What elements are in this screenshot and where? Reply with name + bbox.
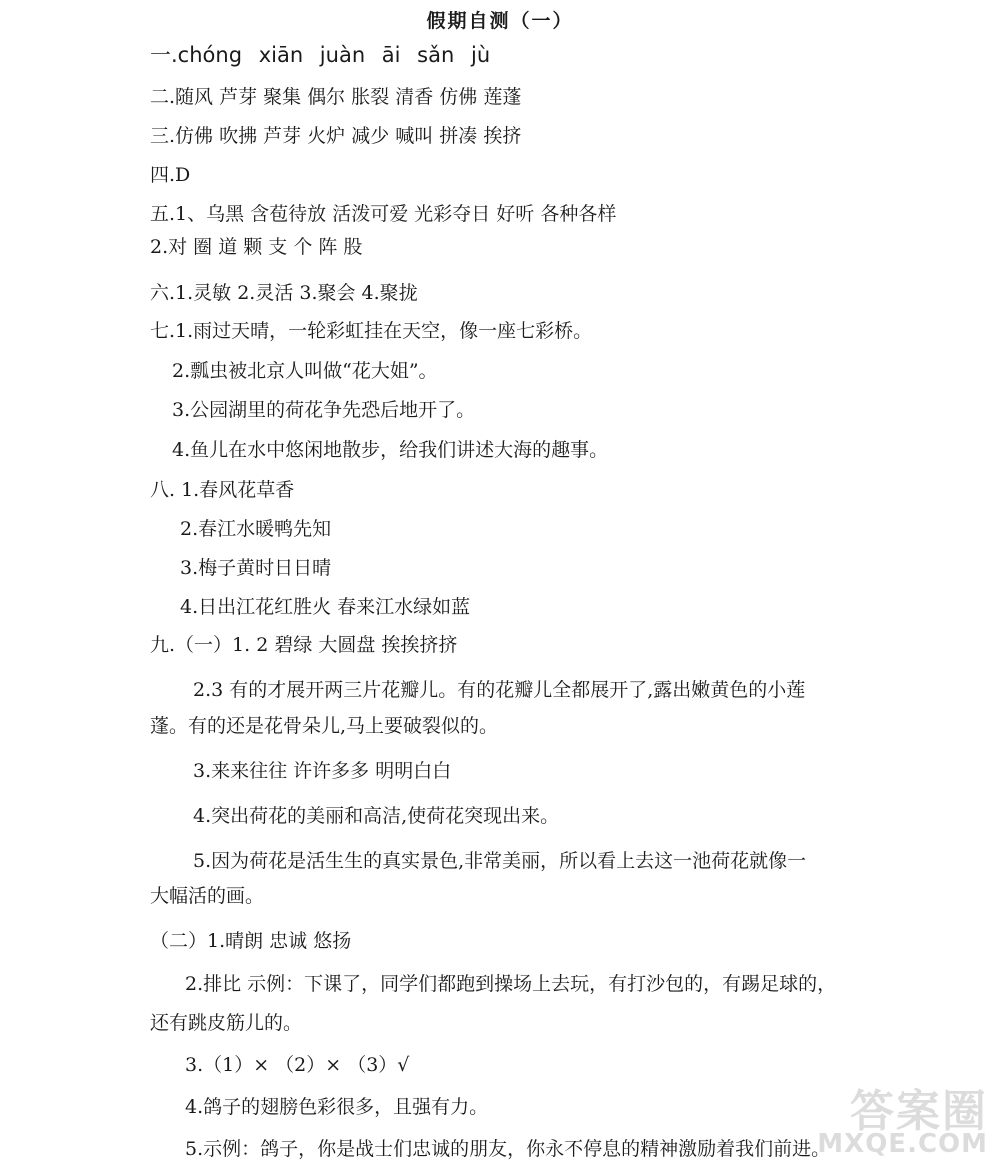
- answer-line-9b-2-cont: 还有跳皮筋儿的。: [150, 1012, 303, 1034]
- answer-line-3: 三.仿佛 吹拂 芦芽 火炉 减少 喊叫 拼凑 挨挤: [150, 125, 522, 147]
- answer-line-9b-3: 3.（1）× （2）× （3）√: [185, 1054, 410, 1076]
- answer-line-4: 四.D: [150, 164, 191, 186]
- answer-line-9-1: 九.（一）1. 2 碧绿 大圆盘 挨挨挤挤: [150, 634, 458, 656]
- answer-line-8-4: 4.日出江花红胜火 春来江水绿如蓝: [180, 596, 471, 618]
- answer-line-7-2: 2.瓢虫被北京人叫做“花大姐”。: [172, 360, 438, 382]
- answer-line-7-4: 4.鱼儿在水中悠闲地散步，给我们讲述大海的趣事。: [172, 439, 609, 461]
- answer-line-2: 二.随风 芦芽 聚集 偶尔 胀裂 清香 仿佛 莲蓬: [150, 86, 522, 108]
- answer-line-9b-5: 5.示例：鸽子，你是战士们忠诚的朋友，你永不停息的精神激励着我们前进。: [185, 1138, 831, 1160]
- answer-line-8-1: 八. 1.春风花草香: [150, 479, 295, 501]
- answer-line-9-2: 2.3 有的才展开两三片花瓣儿。有的花瓣儿全都展开了,露出嫩黄色的小莲: [193, 679, 806, 701]
- answer-line-9b-1: （二）1.晴朗 忠诚 悠扬: [150, 930, 352, 952]
- answer-line-8-2: 2.春江水暖鸭先知: [180, 518, 332, 540]
- answer-line-7-3: 3.公园湖里的荷花争先恐后地开了。: [172, 399, 476, 421]
- site-watermark-logo: [802, 1075, 992, 1165]
- page-title: 假期自测（一）: [426, 10, 574, 32]
- answer-line-9-2-cont: 蓬。有的还是花骨朵儿,马上要破裂似的。: [150, 715, 499, 737]
- answer-line-9-3: 3.来来往往 许许多多 明明白白: [193, 760, 452, 782]
- answer-line-9-5: 5.因为荷花是活生生的真实景色,非常美丽，所以看上去这一池荷花就像一: [193, 850, 807, 872]
- answer-line-9b-4: 4.鸽子的翅膀色彩很多，且强有力。: [185, 1096, 489, 1118]
- answer-line-7-1: 七.1.雨过天晴，一轮彩虹挂在天空，像一座七彩桥。: [150, 320, 593, 342]
- answer-line-9-5-cont: 大幅活的画。: [150, 885, 265, 907]
- answer-line-1-pinyin: 一.chóng xiān juàn āi sǎn jù: [150, 43, 491, 67]
- answer-line-6: 六.1.灵敏 2.灵活 3.聚会 4.聚拢: [150, 282, 418, 304]
- answer-line-5: 五.1、乌黑 含苞待放 活泼可爱 光彩夺日 好听 各种各样: [150, 203, 617, 225]
- answer-line-9-4: 4.突出荷花的美丽和高洁,使荷花突现出来。: [193, 805, 560, 827]
- watermark-en-text: MXQE.COM: [817, 1129, 988, 1159]
- watermark-cn-text: 答案圈: [850, 1086, 988, 1137]
- answer-line-5-2: 2.对 圈 道 颗 支 个 阵 股: [150, 236, 363, 258]
- answer-line-9b-2: 2.排比 示例：下课了，同学们都跑到操场上去玩，有打沙包的，有踢足球的，: [185, 973, 837, 995]
- answer-line-8-3: 3.梅子黄时日日晴: [180, 557, 332, 579]
